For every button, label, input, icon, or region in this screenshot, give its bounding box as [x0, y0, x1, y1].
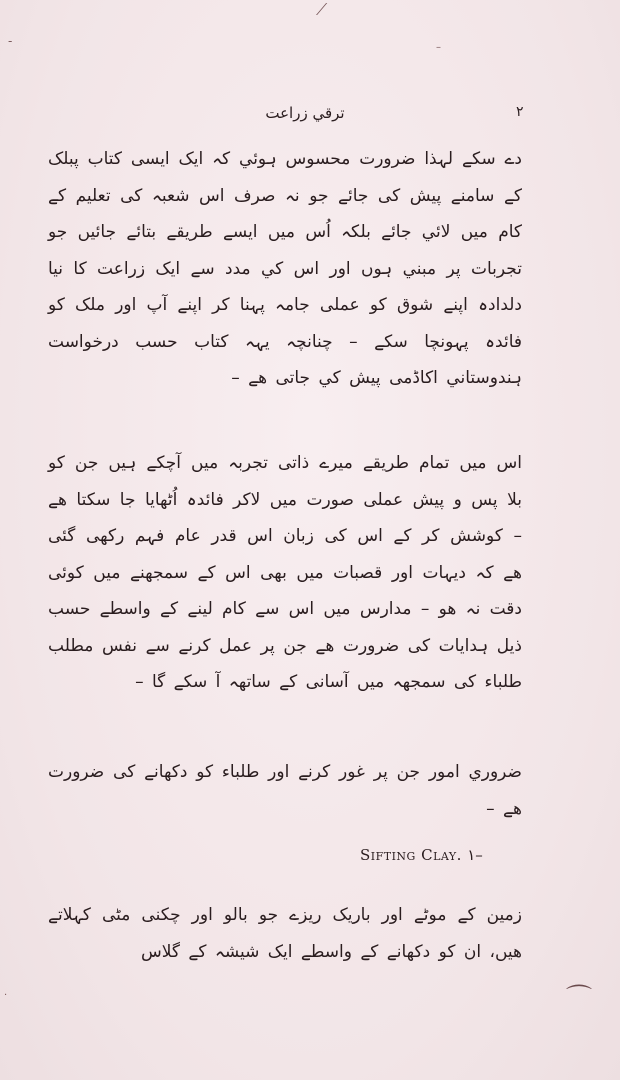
page-speck: ‐ — [8, 34, 13, 48]
section-title: Sifting Clay. — [360, 846, 462, 864]
paragraph-4: زمین کے موٹے اور باریک ریزے جو بالو اور چکنی مٹی کہلاتے ھیں، ان کو دکھانے کے واسطے ایک شیشہ کے گلاس — [48, 905, 522, 962]
header-title: ترقي زراعت — [265, 104, 345, 122]
page-scratch-mark: ⟋ — [316, 0, 328, 19]
page-speck: – — [436, 42, 441, 53]
page-corner-mark: ⌒ — [566, 984, 593, 1014]
paragraph-3: ضروري امور جن پر غور کرنے اور طلباء کو دکھانے کی ضرورت ھے – — [48, 762, 522, 819]
page-speck: · — [4, 990, 8, 1001]
section-number: ۱– — [467, 846, 483, 864]
page-number: ۲ — [516, 104, 524, 120]
paragraph-1: دے سکے لہذا ضرورت محسوس ہوئي کہ ایک ایسی کتاب پبلک کے سامنے پیش کی جائے جو نہ صرف اس شعبہ کی تعلیم کے کام میں لائي جائے بلکہ اُس میں ایسے طریقے بتائے جائیں جو تجربات پر مبني ہوں اور اس کي مدد سے ایک زراعت کا نیا دلدادہ اپنے شوق کو عملی جامہ پہنا کر اپنے آپ اور ملک کو فائدہ پہونچا سکے – چنانچہ یہہ کتاب حسب درخواست ہندوستاني اکاڈمی پیش کي جاتی ھے – — [48, 149, 522, 388]
running-header — [0, 104, 620, 130]
section-heading — [360, 846, 540, 872]
paragraph-2: اس میں تمام طریقے میرے ذاتی تجربہ میں آچکے ہیں جن کو بلا پس و پیش عملی صورت میں لاکر فائدہ اُٹھایا جا سکتا ھے – کوشش کر کے اس کی زبان اس قدر عام فہم رکھی گئی ھے کہ دیہات اور قصبات میں بھی اس کے سمجھنے میں کوئی دقت نہ ھو – مدارس میں اس سے کام لینے کے واسطے حسب ذیل ہدایات کی ضرورت ھے جن پر عمل کرنے سے نفس مطلب طلباء کی سمجھہ میں آسانی کے ساتھہ آ سکے گا – — [48, 453, 522, 692]
